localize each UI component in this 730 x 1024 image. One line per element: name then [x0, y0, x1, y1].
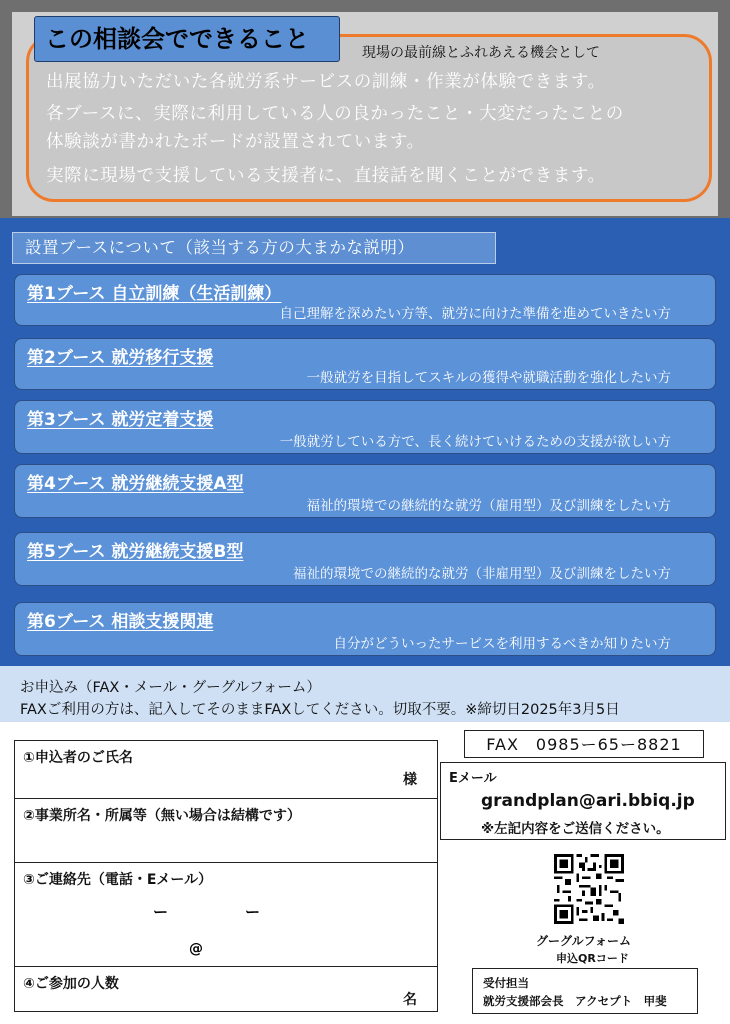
booth-description: 福祉的環境での継続的な就労（非雇用型）及び訓練をしたい方 — [293, 566, 671, 582]
booth-description: 一般就労を目指してスキルの獲得や就職活動を強化したい方 — [306, 370, 671, 386]
booth-description: 福祉的環境での継続的な就労（雇用型）及び訓練をしたい方 — [306, 498, 671, 514]
application-form — [14, 740, 438, 1012]
email-box — [440, 762, 726, 840]
count-label: ④ご参加の人数 — [23, 976, 119, 992]
phone-dash: ー — [153, 903, 169, 921]
booth-name: 第5ブース 就労継続支援B型 — [27, 542, 244, 562]
booth-description: 自己理解を深めたい方等、就労に向けた準備を進めていきたい方 — [279, 306, 671, 322]
email-address[interactable]: grandplan@ari.bbiq.jp — [481, 791, 695, 811]
intro-subheading: 現場の最前線とふれあえる機会として — [362, 45, 600, 61]
name-suffix: 様 — [403, 772, 417, 788]
booth-name: 第2ブース 就労移行支援 — [27, 348, 214, 368]
email-label: Eメール — [449, 771, 497, 786]
phone-dash: ー — [245, 903, 261, 921]
application-instructions: FAXご利用の方は、記入してそのままFAXしてください。切取不要。※締切日2025年3月5日 — [20, 702, 620, 718]
booth-card-5 — [14, 532, 716, 586]
booth-card-4 — [14, 464, 716, 518]
office-row[interactable] — [15, 799, 437, 863]
booth-name: 第1ブース 自立訓練（生活訓練） — [27, 284, 282, 304]
booth-name: 第6ブース 相談支援関連 — [27, 612, 214, 632]
intro-line: 実際に現場で支援している支援者に、直接話を聞くことができます。 — [46, 166, 606, 186]
email-at-sign: @ — [189, 941, 203, 957]
booth-description: 自分がどういったサービスを利用するべきか知りたい方 — [333, 636, 671, 652]
staff-name: 就労支援部会長 アクセプト 甲斐 — [483, 994, 667, 1008]
qr-label: グーグルフォーム — [536, 934, 632, 948]
booth-section-title: 設置ブースについて（該当する方の大まかな説明） — [12, 232, 496, 264]
contact-label: ③ご連絡先（電話・Eメール） — [23, 872, 213, 888]
intro-line: 体験談が書かれたボードが設置されています。 — [46, 132, 425, 152]
staff-box — [472, 968, 698, 1014]
intro-line: 出展協力いただいた各就労系サービスの訓練・作業が体験できます。 — [46, 72, 606, 92]
count-row[interactable] — [15, 967, 437, 1011]
booth-card-2 — [14, 338, 716, 390]
qr-code-icon[interactable] — [554, 854, 624, 924]
booth-name: 第4ブース 就労継続支援A型 — [27, 474, 244, 494]
qr-sublabel: 申込QRコード — [556, 952, 629, 965]
application-methods: お申込み（FAX・メール・グーグルフォーム） — [20, 680, 321, 696]
email-note: ※左記内容をご送信ください。 — [481, 821, 670, 837]
staff-role: 受付担当 — [483, 976, 529, 990]
booth-card-6 — [14, 602, 716, 656]
booth-description: 一般就労している方で、長く続けていけるための支援が欲しい方 — [279, 434, 671, 450]
name-label: ①申込者のご氏名 — [23, 750, 133, 766]
count-suffix: 名 — [403, 992, 417, 1008]
booth-card-3 — [14, 400, 716, 454]
name-row[interactable] — [15, 741, 437, 799]
contact-row[interactable] — [15, 863, 437, 967]
booth-card-1 — [14, 274, 716, 326]
intro-line: 各ブースに、実際に利用している人の良かったこと・大変だったことの — [46, 104, 624, 124]
office-label: ②事業所名・所属等（無い場合は結構です） — [23, 808, 301, 824]
fax-number: FAX 0985ー65ー8821 — [464, 730, 704, 758]
booth-name: 第3ブース 就労定着支援 — [27, 410, 214, 430]
intro-heading: この相談会でできること — [34, 16, 340, 62]
